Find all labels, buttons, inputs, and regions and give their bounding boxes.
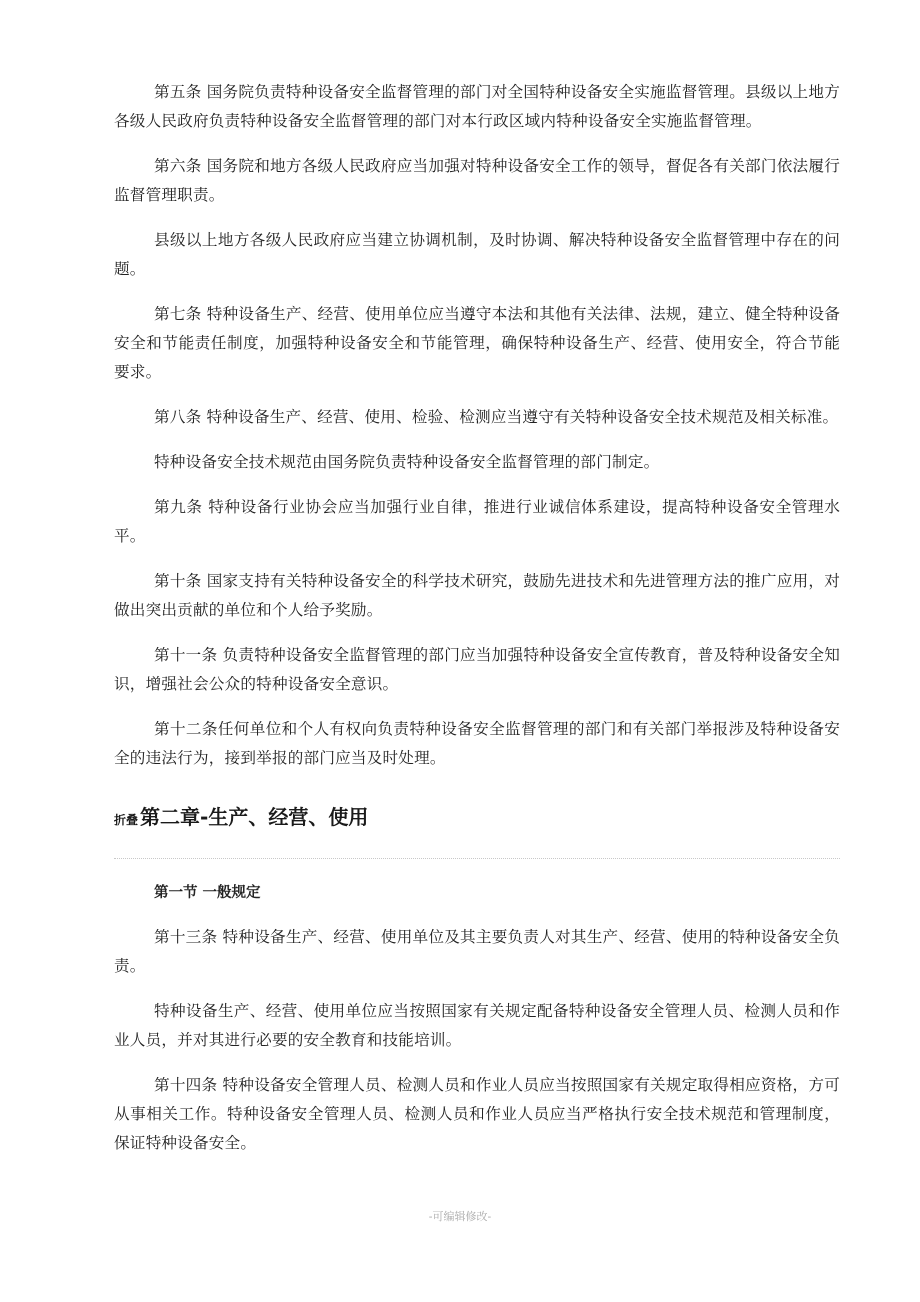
article-11: 第十一条 负责特种设备安全监督管理的部门应当加强特种设备安全宣传教育，普及特种设备安全知识，增强社会公众的特种设备安全意识。 <box>114 646 840 693</box>
document-body <box>114 78 840 1174</box>
article-13: 第十三条 特种设备生产、经营、使用单位及其主要负责人对其生产、经营、使用的特种设备安全负责。 <box>114 928 840 975</box>
article-13-clause-2: 特种设备生产、经营、使用单位应当按照国家有关规定配备特种设备安全管理人员、检测人员和作业人员，并对其进行必要的安全教育和技能培训。 <box>114 1002 840 1049</box>
page-footer: -可编辑修改- <box>428 1210 492 1223</box>
article-12: 第十二条任何单位和个人有权向负责特种设备安全监督管理的部门和有关部门举报涉及特种设备安全的违法行为，接到举报的部门应当及时处理。 <box>114 720 840 767</box>
chapter-divider <box>114 858 840 859</box>
chapter-title: 第二章-生产、经营、使用 <box>140 805 369 829</box>
article-9: 第九条 特种设备行业协会应当加强行业自律，推进行业诚信体系建设，提高特种设备安全管理水平。 <box>114 498 840 545</box>
article-7: 第七条 特种设备生产、经营、使用单位应当遵守本法和其他有关法律、法规，建立、健全特种设备安全和节能责任制度，加强特种设备安全和节能管理，确保特种设备生产、经营、使用安全，符合节能要求。 <box>114 305 840 381</box>
article-8-clause-2: 特种设备安全技术规范由国务院负责特种设备安全监督管理的部门制定。 <box>154 453 660 471</box>
article-10: 第十条 国家支持有关特种设备安全的科学技术研究，鼓励先进技术和先进管理方法的推广应用，对做出突出贡献的单位和个人给予奖励。 <box>114 572 840 619</box>
article-8: 第八条 特种设备生产、经营、使用、检验、检测应当遵守有关特种设备安全技术规范及相关标准。 <box>154 408 839 426</box>
article-6-clause-2: 县级以上地方各级人民政府应当建立协调机制，及时协调、解决特种设备安全监督管理中存在的问题。 <box>114 231 840 278</box>
article-6: 第六条 国务院和地方各级人民政府应当加强对特种设备安全工作的领导，督促各有关部门依法履行监督管理职责。 <box>114 157 840 204</box>
article-5: 第五条 国务院负责特种设备安全监督管理的部门对全国特种设备安全实施监督管理。县级以上地方各级人民政府负责特种设备安全监督管理的部门对本行政区域内特种设备安全实施监督管理。 <box>114 83 840 130</box>
chapter-heading <box>114 803 840 834</box>
section-title: 第一节 一般规定 <box>154 885 261 901</box>
article-14: 第十四条 特种设备安全管理人员、检测人员和作业人员应当按照国家有关规定取得相应资格，方可从事相关工作。特种设备安全管理人员、检测人员和作业人员应当严格执行安全技术规范和管理制度，保证特种设备安全。 <box>114 1076 840 1152</box>
fold-toggle[interactable]: 折叠 <box>114 813 139 827</box>
